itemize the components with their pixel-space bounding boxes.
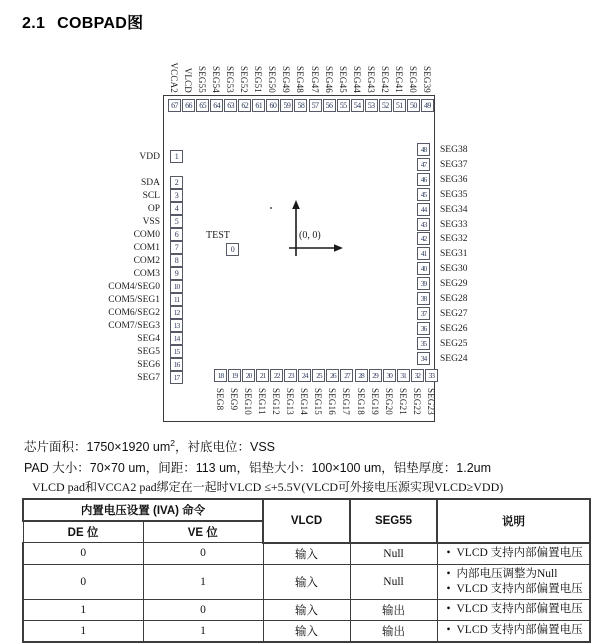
pad-seg12: 22 <box>270 369 283 382</box>
pad-seg21: 31 <box>397 369 410 382</box>
pin-label-seg50: SEG50 <box>267 65 278 93</box>
pin-label-seg46: SEG46 <box>323 65 334 93</box>
pin-label-com1: COM1 <box>133 243 160 253</box>
pad-seg54: 64 <box>210 99 223 112</box>
pin-label-seg13: SEG13 <box>285 388 296 416</box>
pad-seg51: 61 <box>252 99 265 112</box>
note-chip-area-suffix: ，衬底电位：VSS <box>175 440 276 454</box>
pin-label-seg28: SEG28 <box>440 294 468 304</box>
pin-label-seg23: SEG23 <box>425 388 436 416</box>
header-vlcd: VLCD <box>263 499 350 543</box>
table-row <box>23 564 590 599</box>
cell-seg55: 输出 <box>350 599 437 620</box>
pin-label-seg17: SEG17 <box>341 388 352 416</box>
cell-de-bit: 0 <box>23 543 143 565</box>
cell-vlcd: 输入 <box>263 620 350 642</box>
pad-seg49: 59 <box>280 99 293 112</box>
pad-seg25: 35 <box>417 337 430 350</box>
pin-label-com6-seg2: COM6/SEG2 <box>108 308 160 318</box>
table-row <box>23 620 590 642</box>
pad-seg40: 50 <box>407 99 420 112</box>
header-ve-bit: VE 位 <box>143 521 263 543</box>
pad-seg37: 47 <box>417 158 430 171</box>
origin-coordinate-label: (0, 0) <box>299 230 321 241</box>
pin-label-seg45: SEG45 <box>337 65 348 93</box>
pad-seg43: 53 <box>365 99 378 112</box>
pin-label-sda: SDA <box>140 178 160 188</box>
pad-com0: 6 <box>170 228 183 241</box>
pin-label-seg9: SEG9 <box>229 388 240 411</box>
pin-label-scl: SCL <box>142 191 160 201</box>
pad-seg31: 41 <box>417 247 430 260</box>
pad-com3: 9 <box>170 267 183 280</box>
pad-seg46: 56 <box>323 99 336 112</box>
pin-label-seg10: SEG10 <box>243 388 254 416</box>
cell-vlcd: 输入 <box>263 564 350 599</box>
pin-label-seg33: SEG33 <box>440 219 468 230</box>
pad-com4-seg0: 10 <box>170 280 183 293</box>
pad-seg5: 15 <box>170 345 183 358</box>
pad-seg16: 26 <box>326 369 339 382</box>
pin-label-seg20: SEG20 <box>383 388 394 416</box>
cell-description <box>437 620 590 642</box>
pin-label-seg52: SEG52 <box>239 65 250 93</box>
test-pad-label: TEST <box>206 230 230 241</box>
pin-label-seg14: SEG14 <box>299 388 310 416</box>
description-item: • VLCD 支持内部偏置电压 <box>457 582 587 597</box>
page-title <box>22 10 143 33</box>
table-head <box>23 499 590 543</box>
cell-seg55: 输出 <box>350 620 437 642</box>
pad-seg4: 14 <box>170 332 183 345</box>
pin-label-vcca2: VCCA2 <box>169 62 179 93</box>
pin-label-seg55: SEG55 <box>197 65 208 93</box>
pad-seg53: 63 <box>224 99 237 112</box>
pad-seg48: 58 <box>294 99 307 112</box>
iva-command-table <box>22 498 591 643</box>
pin-label-seg22: SEG22 <box>411 388 422 416</box>
pad-seg36: 46 <box>417 173 430 186</box>
pad-seg27: 37 <box>417 307 430 320</box>
pad-seg8: 18 <box>214 369 227 382</box>
pin-label-seg15: SEG15 <box>313 388 324 416</box>
pin-label-seg6: SEG6 <box>137 360 160 370</box>
pin-label-seg30: SEG30 <box>440 264 468 275</box>
note-chip-area-text: 芯片面积：1750×1920 um <box>24 440 171 454</box>
pin-label-seg51: SEG51 <box>253 65 264 93</box>
cell-description <box>437 599 590 620</box>
pad-seg6: 16 <box>170 358 183 371</box>
pad-seg42: 52 <box>379 99 392 112</box>
pad-seg44: 54 <box>351 99 364 112</box>
pad-seg22: 32 <box>411 369 424 382</box>
cell-vlcd: 输入 <box>263 543 350 565</box>
pad-seg35: 45 <box>417 188 430 201</box>
pad-vdd: 1 <box>170 150 183 163</box>
pin-label-com5-seg1: COM5/SEG1 <box>108 295 160 305</box>
pad-seg52: 62 <box>238 99 251 112</box>
pad-seg32: 42 <box>417 232 430 245</box>
section-number: 2.1 <box>22 15 46 32</box>
description-item: • VLCD 支持内部偏置电压 <box>457 623 587 638</box>
pad-vcca2: 67 <box>168 99 181 112</box>
pad-seg34: 44 <box>417 203 430 216</box>
pin-label-seg31: SEG31 <box>440 249 468 260</box>
pad-com1: 7 <box>170 241 183 254</box>
pin-label-seg44: SEG44 <box>351 65 362 93</box>
pad-seg33: 43 <box>417 218 430 231</box>
pin-label-seg39: SEG39 <box>421 65 432 93</box>
pad-seg19: 29 <box>369 369 382 382</box>
header-de-bit: DE 位 <box>23 521 143 543</box>
diagram-speck <box>270 207 272 209</box>
cell-vlcd: 输入 <box>263 599 350 620</box>
pad-com5-seg1: 11 <box>170 293 183 306</box>
header-seg55: SEG55 <box>350 499 437 543</box>
table-row <box>23 599 590 620</box>
pad-seg23: 33 <box>425 369 438 382</box>
pad-seg17: 27 <box>340 369 353 382</box>
pad-seg11: 21 <box>256 369 269 382</box>
table-row <box>23 543 590 565</box>
pin-label-seg35: SEG35 <box>440 189 468 200</box>
pin-label-seg4: SEG4 <box>137 334 160 344</box>
pin-label-seg40: SEG40 <box>407 65 418 93</box>
table-body <box>23 543 590 642</box>
pin-label-seg12: SEG12 <box>271 388 282 416</box>
header-iva-group: 内置电压设置 (IVA) 命令 <box>23 499 263 521</box>
pad-seg29: 39 <box>417 277 430 290</box>
origin-axes-icon <box>285 198 345 260</box>
pin-label-seg49: SEG49 <box>281 65 292 93</box>
pin-label-seg18: SEG18 <box>355 388 366 416</box>
pad-seg30: 40 <box>417 262 430 275</box>
pin-label-vlcd: VLCD <box>183 67 194 93</box>
description-item: • 内部电压调整为Null <box>457 567 587 582</box>
pin-label-seg7: SEG7 <box>137 373 160 383</box>
cell-de-bit: 1 <box>23 620 143 642</box>
pin-label-seg43: SEG43 <box>365 65 376 93</box>
note-pad-size: PAD 大小：70×70 um，间距：113 um，铝垫大小：100×100 um，铝垫厚度：1.2um <box>24 461 492 475</box>
pin-label-seg54: SEG54 <box>211 65 222 93</box>
cell-de-bit: 0 <box>23 564 143 599</box>
pad-com6-seg2: 12 <box>170 306 183 319</box>
pin-label-com2: COM2 <box>133 256 160 266</box>
pin-label-seg19: SEG19 <box>369 388 380 416</box>
pad-vlcd: 66 <box>182 99 195 112</box>
pad-op: 4 <box>170 202 183 215</box>
note-vlcd-binding: VLCD pad和VCCA2 pad绑定在一起时VLCD ≤+5.5V(VLCD可外接电压源实现VLCD≥VDD) <box>32 480 504 494</box>
pad-seg20: 30 <box>383 369 396 382</box>
cell-ve-bit: 1 <box>143 620 263 642</box>
pad-seg18: 28 <box>355 369 368 382</box>
pad-seg38: 48 <box>417 143 430 156</box>
pin-label-vdd: VDD <box>139 152 160 162</box>
pin-label-seg16: SEG16 <box>327 388 338 416</box>
cell-de-bit: 1 <box>23 599 143 620</box>
cell-description <box>437 564 590 599</box>
pad-seg47: 57 <box>309 99 322 112</box>
description-item: • VLCD 支持内部偏置电压 <box>457 602 587 617</box>
pin-label-seg32: SEG32 <box>440 234 468 245</box>
pin-label-seg37: SEG37 <box>440 159 468 170</box>
pad-seg55: 65 <box>196 99 209 112</box>
cell-seg55: Null <box>350 543 437 565</box>
note-chip-area-exponent: 2 <box>170 437 175 448</box>
pad-seg9: 19 <box>228 369 241 382</box>
pad-seg7: 17 <box>170 371 183 384</box>
pad-seg41: 51 <box>393 99 406 112</box>
pin-label-seg36: SEG36 <box>440 174 468 185</box>
cob-pad-diagram <box>0 40 611 430</box>
pin-label-seg29: SEG29 <box>440 279 468 290</box>
pad-seg10: 20 <box>242 369 255 382</box>
pad-vss: 5 <box>170 215 183 228</box>
pin-label-seg5: SEG5 <box>137 347 160 357</box>
pin-label-seg38: SEG38 <box>440 145 468 155</box>
pad-seg13: 23 <box>284 369 297 382</box>
pin-label-com0: COM0 <box>133 230 160 240</box>
pad-seg39: 49 <box>421 99 434 112</box>
pad-com2: 8 <box>170 254 183 267</box>
description-item: • VLCD 支持内部偏置电压 <box>457 546 587 561</box>
pin-label-seg21: SEG21 <box>397 388 408 416</box>
pin-label-seg24: SEG24 <box>440 353 468 364</box>
pad-seg15: 25 <box>312 369 325 382</box>
pad-seg28: 38 <box>417 292 430 305</box>
pad-sda: 2 <box>170 176 183 189</box>
section-title: COBPAD图 <box>57 15 144 32</box>
pin-label-seg42: SEG42 <box>379 65 390 93</box>
pin-label-seg53: SEG53 <box>225 65 236 93</box>
pin-label-seg47: SEG47 <box>309 65 320 93</box>
pin-label-com3: COM3 <box>133 269 160 279</box>
pin-label-seg48: SEG48 <box>295 65 306 93</box>
pin-label-seg25: SEG25 <box>440 338 468 349</box>
pin-label-seg11: SEG11 <box>257 388 268 415</box>
header-description: 说明 <box>437 499 590 543</box>
pin-label-seg8: SEG8 <box>215 388 225 411</box>
pad-com7-seg3: 13 <box>170 319 183 332</box>
pad-scl: 3 <box>170 189 183 202</box>
pad-seg26: 36 <box>417 322 430 335</box>
cell-description <box>437 543 590 565</box>
cell-ve-bit: 0 <box>143 543 263 565</box>
pin-label-op: OP <box>147 204 160 214</box>
pin-label-vss: VSS <box>142 217 160 227</box>
cell-seg55: Null <box>350 564 437 599</box>
pin-label-com7-seg3: COM7/SEG3 <box>108 321 160 331</box>
note-chip-area <box>24 437 275 455</box>
pad-seg14: 24 <box>298 369 311 382</box>
pin-label-seg27: SEG27 <box>440 308 468 319</box>
pad-seg24: 34 <box>417 352 430 365</box>
table-header-row-1 <box>23 499 590 521</box>
pin-label-com4-seg0: COM4/SEG0 <box>108 282 160 292</box>
test-pad: 0 <box>226 243 239 256</box>
cell-ve-bit: 0 <box>143 599 263 620</box>
pin-label-seg26: SEG26 <box>440 323 468 334</box>
pin-label-seg34: SEG34 <box>440 204 468 215</box>
pad-seg45: 55 <box>337 99 350 112</box>
pad-seg50: 60 <box>266 99 279 112</box>
cell-ve-bit: 1 <box>143 564 263 599</box>
pin-label-seg41: SEG41 <box>393 65 404 93</box>
